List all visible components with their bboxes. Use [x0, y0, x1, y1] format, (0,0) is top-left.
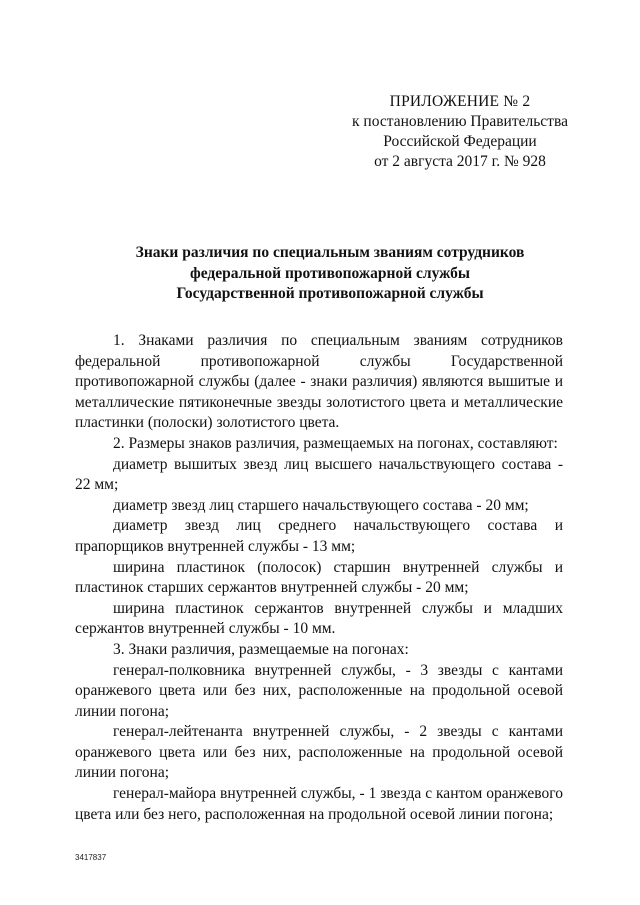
paragraph-1: 1. Знаками различия по специальным званиям сотрудников федеральной противопожарной службы Государственной противопожарной службы (далее - знаки различия) являются вышитые и металлические пятиконечные звезды золотистого цвета и металлические пластинки (полоски) золотистого цвета. — [75, 332, 563, 432]
paragraph-10: генерал-лейтенанта внутренней службы, - 2 звезды с кантами оранжевого цвета или без них, расположенные на продольной осевой линии погона; — [75, 723, 563, 782]
appendix-header — [330, 92, 590, 172]
paragraph-9: генерал-полковника внутренней службы, - 3 звезды с кантами оранжевого цвета или без них, расположенные на продольной осевой линии погона; — [75, 661, 563, 720]
document-body — [75, 331, 563, 825]
paragraph-7: ширина пластинок сержантов внутренней службы и младших сержантов внутренней службы - 10 мм. — [75, 599, 563, 638]
paragraph-5: диаметр звезд лиц среднего начальствующего состава и прапорщиков внутренней службы - 13 мм; — [75, 517, 563, 555]
document-id: 3417837 — [75, 853, 107, 862]
title-line-1: Знаки различия по специальным званиям сотрудников — [135, 244, 525, 261]
paragraph-6: ширина пластинок (полосок) старшин внутренней службы и пластинок старших сержантов внутренней службы - 20 мм; — [75, 558, 563, 597]
paragraph-2: 2. Размеры знаков различия, размещаемых на погонах, составляют: — [113, 434, 558, 452]
paragraph-11: генерал-майора внутренней службы, - 1 звезда с кантом оранжевого цвета или без него, расположенная на продольной осевой линии погона; — [75, 785, 563, 823]
paragraph-8: 3. Знаки различия, размещаемые на погонах: — [113, 640, 409, 658]
title-line-3: Государственной противопожарной службы — [176, 285, 484, 302]
appendix-date-line: от 2 августа 2017 г. № 928 — [374, 153, 546, 170]
document-title — [60, 243, 600, 305]
paragraph-3: диаметр вышитых звезд лиц высшего начальствующего состава - 22 мм; — [75, 455, 563, 494]
appendix-resolution-line: к постановлению Правительства — [352, 113, 568, 130]
title-line-2: федеральной противопожарной службы — [189, 264, 471, 282]
appendix-government-line: Российской Федерации — [383, 133, 537, 150]
paragraph-4: диаметр звезд лиц старшего начальствующего состава - 20 мм; — [113, 496, 529, 514]
appendix-number: ПРИЛОЖЕНИЕ № 2 — [389, 93, 531, 110]
